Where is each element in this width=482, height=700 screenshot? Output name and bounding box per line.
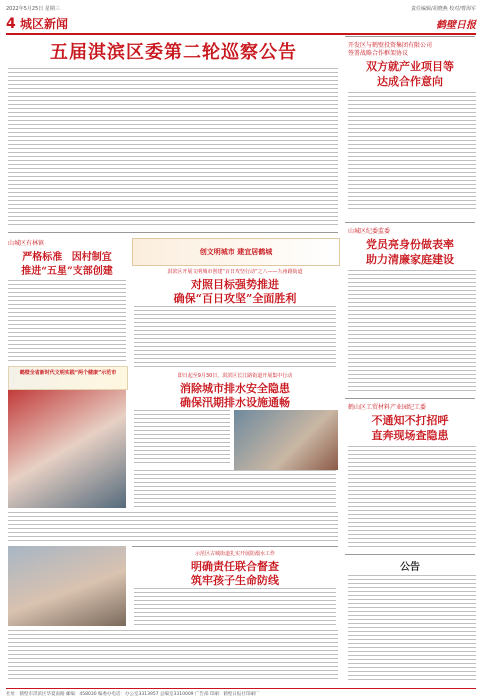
bottom-caption [8, 630, 338, 682]
article2-body [348, 270, 476, 392]
center1-body [134, 306, 336, 368]
article1-title2: 达成合作意向 [377, 75, 443, 88]
center2-kicker: 即日起至9月30日，淇滨区长江路街道开展集中行动 [177, 373, 293, 379]
center3-body [134, 588, 336, 628]
divider [8, 232, 338, 233]
divider [345, 222, 475, 223]
center-banner-text: 创文明城市 建宜居鹤城 [199, 248, 273, 256]
article2-title2: 助力清廉家庭建设 [366, 253, 454, 266]
newspaper-logo: 鹤壁日报 [436, 20, 476, 31]
center3-title2: 筑牢孩子生命防线 [191, 574, 279, 587]
notice-body [348, 575, 476, 681]
center1-title: 对照目标强势推进 [191, 278, 279, 291]
center3-kicker: 示范区古城街道扎实开展防溺水工作 [194, 551, 275, 557]
divider [345, 36, 475, 37]
editor-credit: 责任编辑/胡晓燕 校对/曹海军 [411, 6, 476, 12]
left-article-kicker: 山城区有林镇 [8, 240, 45, 247]
article3-title: 不通知不打招呼 [371, 414, 449, 427]
section-name: 城区新闻 [20, 17, 69, 31]
article1-body [348, 92, 476, 212]
photo-drainage [234, 410, 338, 470]
page-header-bar [6, 3, 476, 15]
left-banner [8, 366, 128, 390]
left-article-title [6, 248, 128, 263]
center3-title: 明确责任联合督查 [191, 560, 279, 573]
divider [345, 398, 475, 399]
center2-body [134, 410, 230, 466]
article1-kicker2: 签署战略合作框架协议 [348, 50, 409, 57]
section-header [6, 15, 476, 35]
page-number: 4 [6, 16, 16, 32]
photo-caption [8, 512, 338, 542]
main-title: 五届淇滨区委第二轮巡察公告 [50, 42, 297, 63]
article1-title: 双方就产业项目等 [366, 60, 454, 73]
footer: 社址：鹤壁市淇滨区华夏南路 邮编：458030 编委办电话：办公室3313957 总编室3310009 广告部 印刷：鹤壁日报社印刷厂 [6, 688, 476, 697]
photo-volunteers [8, 390, 126, 508]
issue-date: 2022年5月25日 星期三 [6, 6, 60, 12]
article3-body [348, 446, 476, 548]
center1-title2: 确保“百日攻坚”全面胜利 [173, 292, 297, 305]
center1-kicker: 淇滨区开展文明城市创建“百日攻坚行动”之八——九州路街道 [167, 269, 303, 275]
article2-kicker: 山城区纪委监委 [348, 228, 391, 235]
title-line-2: 因村制宜 [71, 252, 112, 263]
notice-title: 公告 [400, 562, 420, 573]
center2-title: 消除城市排水安全隐患 [180, 382, 290, 395]
divider [345, 554, 475, 555]
center2-body2 [134, 470, 336, 510]
photo-inspection [8, 546, 126, 626]
center2-title2: 确保汛期排水设施通畅 [180, 396, 290, 409]
article3-title2: 直奔现场查隐患 [371, 429, 449, 442]
article2-title: 党员亮身份做表率 [366, 238, 454, 251]
title-line-1: 严格标准 [22, 252, 63, 263]
article3-kicker: 鹤山区工贸材料产业园纪工委 [348, 404, 427, 411]
divider [132, 546, 338, 547]
article1-kicker: 开发区与鹤壁投资集团有限公司 [348, 42, 433, 49]
banner-text: 鹤壁全省新时代文明实践“两个健康”示范市 [19, 370, 117, 376]
announcement-body [8, 68, 338, 228]
center-banner [132, 238, 340, 266]
left-article-title2: 推进“五星”支部创建 [21, 266, 113, 277]
left-article-body [8, 280, 126, 362]
